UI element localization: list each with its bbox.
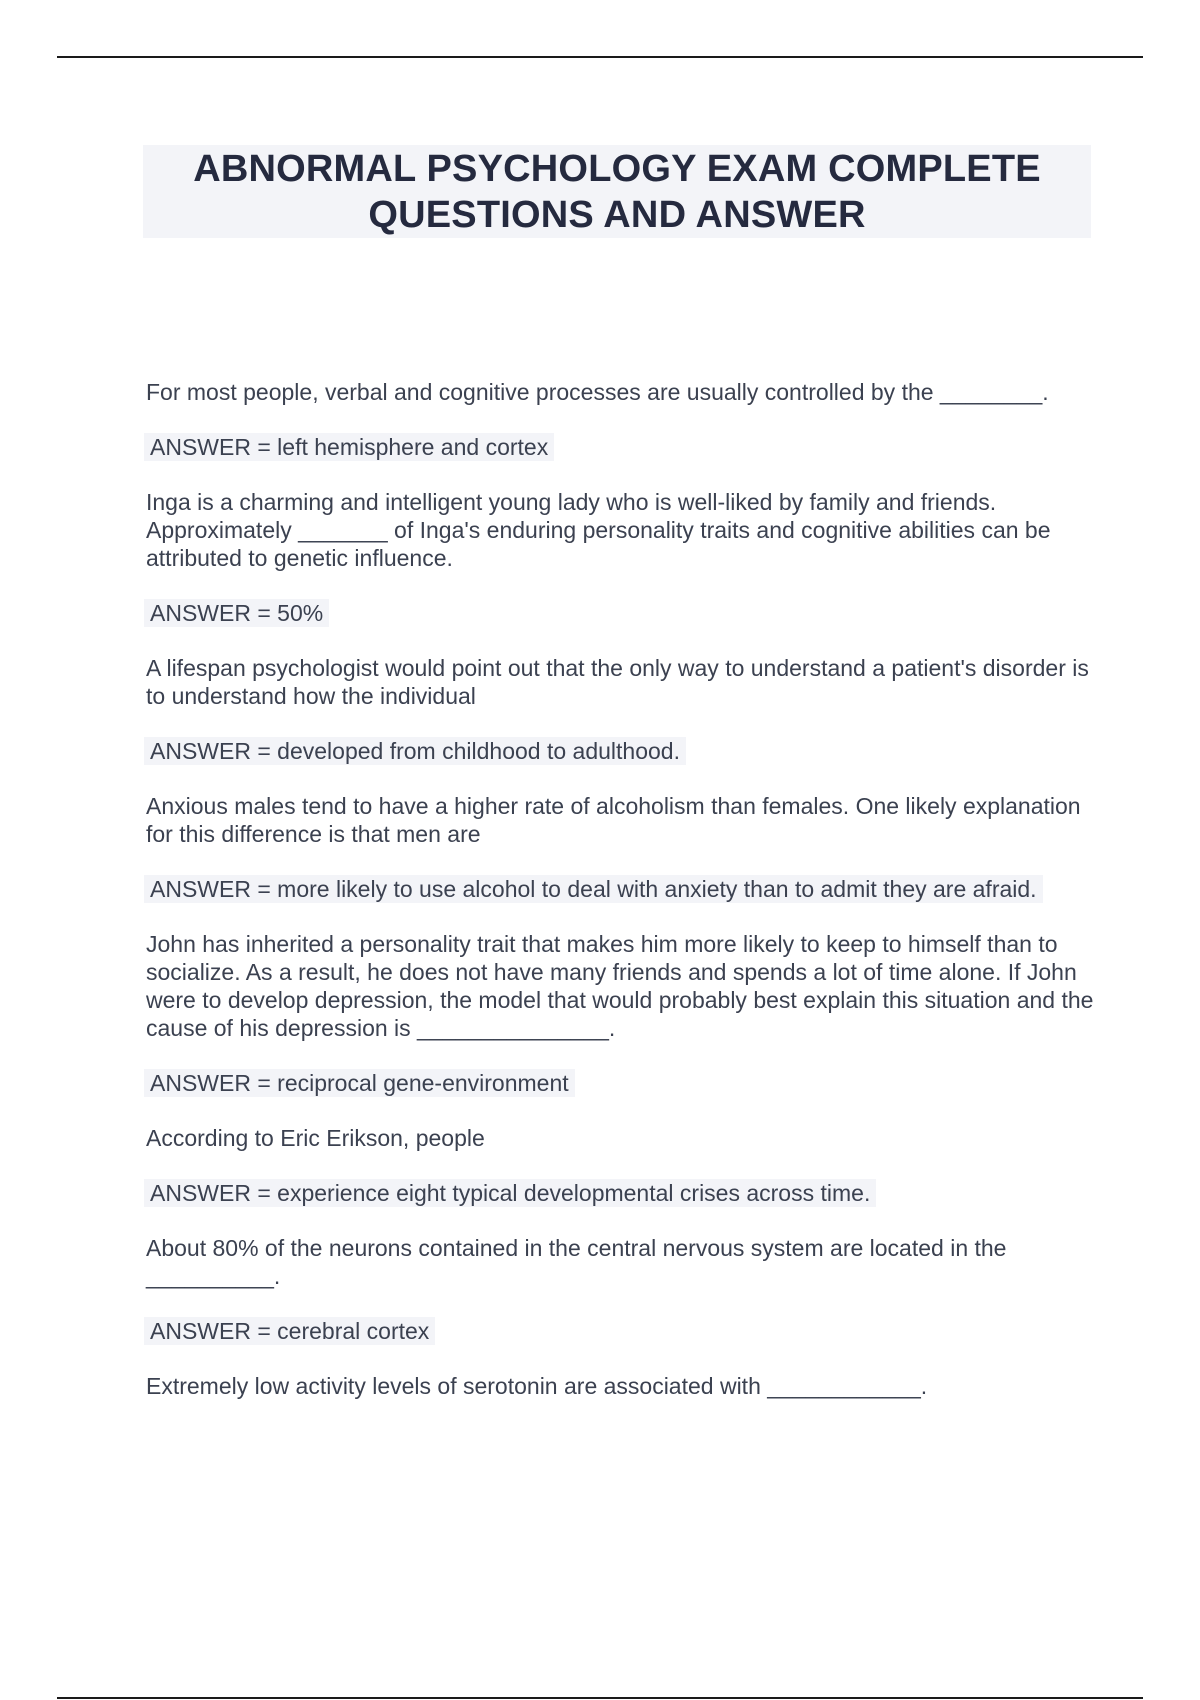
question-text: According to Eric Erikson, people xyxy=(146,1125,485,1151)
qa-item xyxy=(146,1234,1096,1372)
page-title: ABNORMAL PSYCHOLOGY EXAM COMPLETE QUESTIONS AND ANSWER xyxy=(193,147,1041,236)
qa-list xyxy=(146,378,1096,1427)
top-rule xyxy=(57,56,1143,58)
qa-item xyxy=(146,792,1096,930)
answer-text: ANSWER = left hemisphere and cortex xyxy=(144,433,554,461)
qa-item xyxy=(146,488,1096,654)
qa-item xyxy=(146,654,1096,792)
qa-item xyxy=(146,1124,1096,1234)
question-text: For most people, verbal and cognitive processes are usually controlled by the ________. xyxy=(146,379,1049,405)
answer-text: ANSWER = cerebral cortex xyxy=(144,1317,435,1345)
question-text: Anxious males tend to have a higher rate of alcoholism than females. One likely explanation for this difference is that men are xyxy=(146,793,1081,847)
qa-item xyxy=(146,378,1096,488)
answer-text: ANSWER = developed from childhood to adulthood. xyxy=(144,737,686,765)
question-text: Inga is a charming and intelligent young lady who is well-liked by family and friends. Approximately _______ of Inga's enduring personality traits and cognitive abilities can be attributed to genetic influence. xyxy=(146,489,1051,571)
qa-item xyxy=(146,1372,1096,1400)
answer-text: ANSWER = experience eight typical developmental crises across time. xyxy=(144,1179,876,1207)
answer-text: ANSWER = reciprocal gene-environment xyxy=(144,1069,575,1097)
question-text: Extremely low activity levels of serotonin are associated with ____________. xyxy=(146,1373,928,1399)
title-banner xyxy=(143,145,1091,238)
question-text: About 80% of the neurons contained in the central nervous system are located in the __________. xyxy=(146,1235,1007,1289)
bottom-rule xyxy=(57,1697,1143,1699)
answer-text: ANSWER = more likely to use alcohol to deal with anxiety than to admit they are afraid. xyxy=(144,875,1043,903)
answer-text: ANSWER = 50% xyxy=(144,599,329,627)
qa-item xyxy=(146,930,1096,1124)
question-text: John has inherited a personality trait that makes him more likely to keep to himself than to socialize. As a result, he does not have many friends and spends a lot of time alone. If John were to develop depression, the model that would probably best explain this situation and the cause of his depression is _______________. xyxy=(146,931,1094,1041)
question-text: A lifespan psychologist would point out that the only way to understand a patient's disorder is to understand how the individual xyxy=(146,655,1089,709)
